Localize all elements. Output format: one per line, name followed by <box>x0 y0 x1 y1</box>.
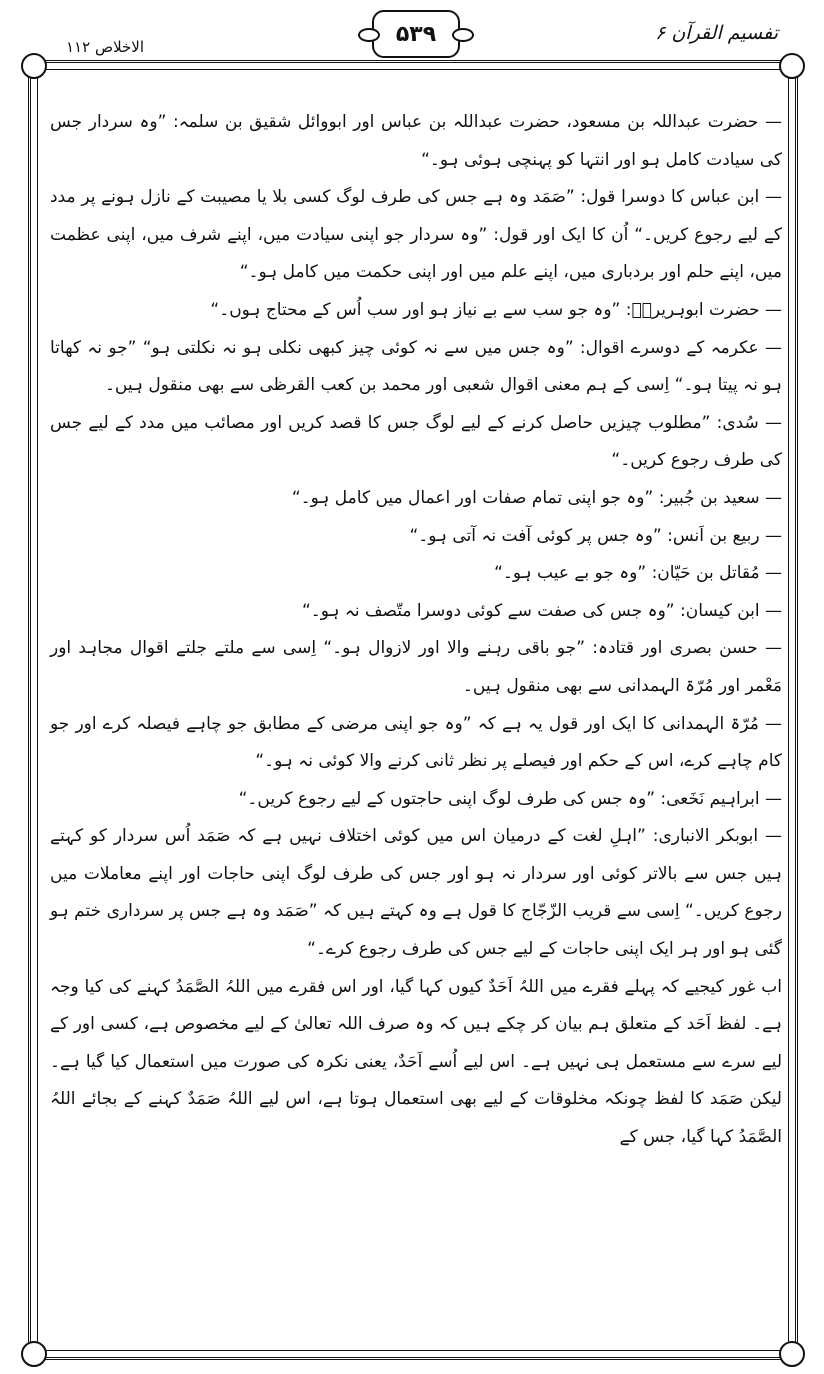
paragraph: — حسن بصری اور قتادہ: ”جو باقی رہنے والا اور لازوال ہو۔“ اِسی سے ملتے جلتے اقوال مجاہد اور مَعْمر اور مُرّۃ الہمدانی سے بھی منقول ہیں۔ <box>50 638 782 696</box>
paragraph: — ربیع بن اَنس: ”وہ جس پر کوئی آفت نہ آتی ہو۔“ <box>409 525 782 546</box>
page-number-badge <box>372 10 460 58</box>
paragraph: اب غور کیجیے کہ پہلے فقرے میں اللہُ اَحَدٌ کیوں کہا گیا، اور اس فقرے میں اللہُ الصَّمَدُ کہنے کی کیا وجہ ہے۔ لفظ اَحَد کے متعلق ہم بیان کر چکے ہیں کہ وہ صرف اللہ تعالیٰ کے لیے مخصوص ہے، کسی اور کے لیے سرے سے مستعمل ہی نہیں ہے۔ اس لیے اُسے اَحَدٌ، یعنی نکرہ کی صورت میں استعمال کیا گیا ہے۔ لیکن صَمَد کا لفظ چونکہ مخلوقات کے لیے بھی استعمال ہوتا ہے، اس لیے اللہُ صَمَدٌ کہنے کے بجائے اللہُ الصَّمَدُ کہا گیا، جس کے <box>50 976 782 1148</box>
corner-ornament-icon <box>779 53 805 79</box>
corner-ornament-icon <box>21 1341 47 1367</box>
paragraph: — مُرّۃ الہمدانی کا ایک اور قول یہ ہے کہ ”وہ جو اپنی مرضی کے مطابق جو چاہے فیصلہ کرے اور جو کام چاہے کرے، اس کے حکم اور فیصلے پر نظر ثانی کرنے والا کوئی نہ ہو۔“ <box>50 713 782 772</box>
paragraph: — ابراہیم نَخَعی: ”وہ جس کی طرف لوگ اپنی حاجتوں کے لیے رجوع کریں۔“ <box>238 788 782 809</box>
paragraph: — عکرمہ کے دوسرے اقوال: ”وہ جس میں سے نہ کوئی چیز کبھی نکلی ہو نہ نکلتی ہو“ ”جو نہ کھاتا ہو نہ پیتا ہو۔“ اِسی کے ہم معنی اقوال شعبی اور محمد بن کعب القرظی سے بھی منقول ہیں۔ <box>50 337 782 396</box>
paragraph: — ابن عباس کا دوسرا قول: ”صَمَد وہ ہے جس کی طرف لوگ کسی بلا یا مصیبت کے نازل ہونے پر مدد کے لیے رجوع کریں۔“ اُن کا ایک اور قول: ”وہ سردار جو اپنی سیادت میں، اپنے شرف میں، اپنی عظمت میں، اپنے حلم اور بردباری میں، اپنے علم میں اور اپنی حکمت میں کامل ہو۔“ <box>50 187 782 283</box>
body-text <box>50 104 782 1157</box>
paragraph: — سُدی: ”مطلوب چیزیں حاصل کرنے کے لیے لوگ جس کا قصد کریں اور مصائب میں مدد کے لیے جس کی طرف رجوع کریں۔“ <box>50 412 782 471</box>
corner-ornament-icon <box>21 53 47 79</box>
paragraph: — ابوبکر الانباری: ”اہلِ لغت کے درمیان اس میں کوئی اختلاف نہیں ہے کہ صَمَد اُس سردار کو کہتے ہیں جس سے بالاتر کوئی اور سردار نہ ہو اور جس کی طرف لوگ اپنی حاجات اور اپنے معاملات میں رجوع کریں۔“ اِسی سے قریب الزّجّاج کا قول ہے وہ کہتے ہیں کہ ”صَمَد وہ ہے جس پر سرداری ختم ہو گئی ہو اور ہر ایک اپنی حاجات کے لیے جس کی طرف رجوع کرے۔“ <box>50 826 782 960</box>
paragraph: — حضرت عبداللہ بن مسعود، حضرت عبداللہ بن عباس اور ابووائل شقیق بن سلمہ: ”وہ سردار جس کی سیادت کامل ہو اور انتہا کو پہنچی ہوئی ہو۔“ <box>50 112 782 170</box>
chapter-reference: الاخلاص ۱۱۲ <box>66 38 145 56</box>
paragraph: — مُقاتل بن حَیّان: ”وہ جو بے عیب ہو۔“ <box>494 563 782 584</box>
paragraph: — ابن کیسان: ”وہ جس کی صفت سے کوئی دوسرا متّصف نہ ہو۔“ <box>301 600 782 621</box>
book-title: تفسیم القرآن ۶ <box>655 22 778 44</box>
corner-ornament-icon <box>779 1341 805 1367</box>
page-number: ۵۳۹ <box>395 21 437 47</box>
paragraph: — سعید بن جُبیر: ”وہ جو اپنی تمام صفات اور اعمال میں کامل ہو۔“ <box>291 487 782 508</box>
paragraph: — حضرت ابوہریرہؓ: ”وہ جو سب سے بے نیاز ہو اور سب اُس کے محتاج ہوں۔“ <box>210 299 782 320</box>
